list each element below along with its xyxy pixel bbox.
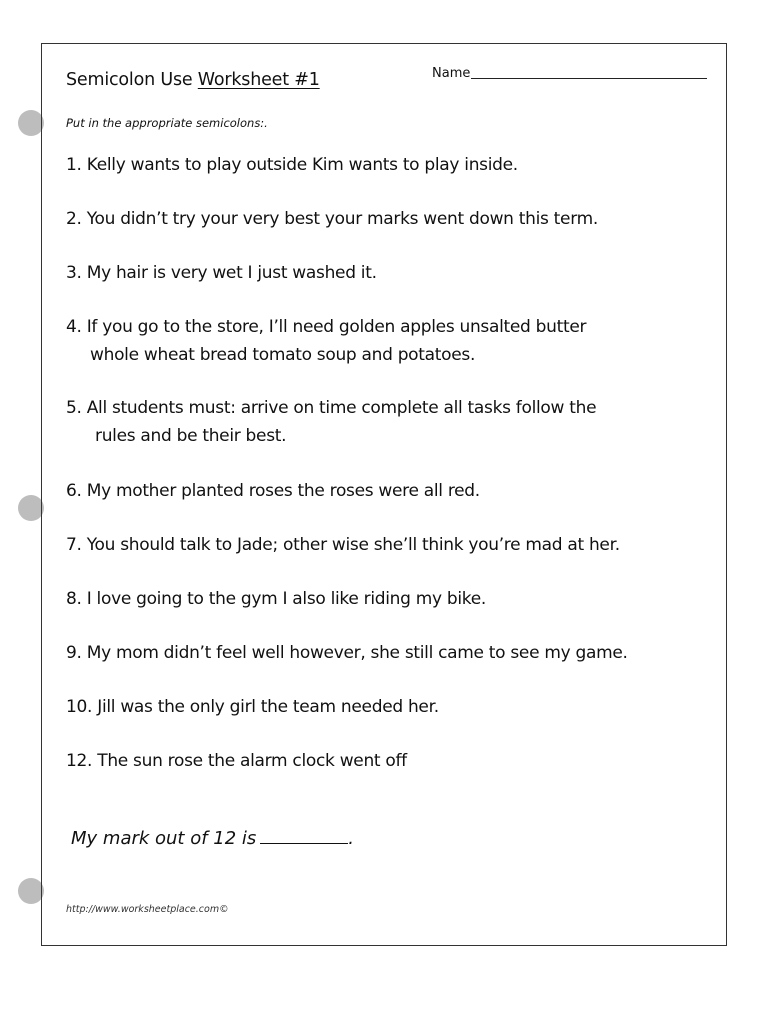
score-blank[interactable] [260, 843, 348, 844]
question-6: 6. My mother planted roses the roses were all red. [66, 481, 480, 501]
question-2: 2. You didn’t try your very best your marks went down this term. [66, 209, 598, 229]
footer-url: http://www.worksheetplace.com© [66, 904, 229, 915]
score-line [71, 828, 354, 849]
name-field-line[interactable] [471, 78, 707, 79]
question-5: 5. All students must: arrive on time complete all tasks follow the rules and be their best. [66, 398, 597, 446]
question-7: 7. You should talk to Jade; other wise she’ll think you’re mad at her. [66, 535, 620, 555]
score-suffix: . [348, 828, 355, 849]
instructions: Put in the appropriate semicolons:. [66, 116, 268, 130]
question-9: 9. My mom didn’t feel well however, she still came to see my game. [66, 643, 628, 663]
title-underlined: Worksheet #1 [197, 70, 320, 90]
worksheet-title [66, 70, 320, 90]
question-4: 4. If you go to the store, I’ll need golden apples unsalted butter whole wheat bread tomato soup and potatoes. [66, 317, 587, 365]
question-1: 1. Kelly wants to play outside Kim wants to play inside. [66, 155, 518, 175]
question-3: 3. My hair is very wet I just washed it. [66, 263, 377, 283]
score-label: My mark out of 12 is [71, 828, 257, 849]
title-prefix: Semicolon Use [66, 70, 198, 90]
name-label: Name [432, 66, 471, 81]
question-10: 10. Jill was the only girl the team needed her. [66, 697, 439, 717]
question-12: 12. The sun rose the alarm clock went off [66, 751, 407, 771]
question-8: 8. I love going to the gym I also like riding my bike. [66, 589, 486, 609]
